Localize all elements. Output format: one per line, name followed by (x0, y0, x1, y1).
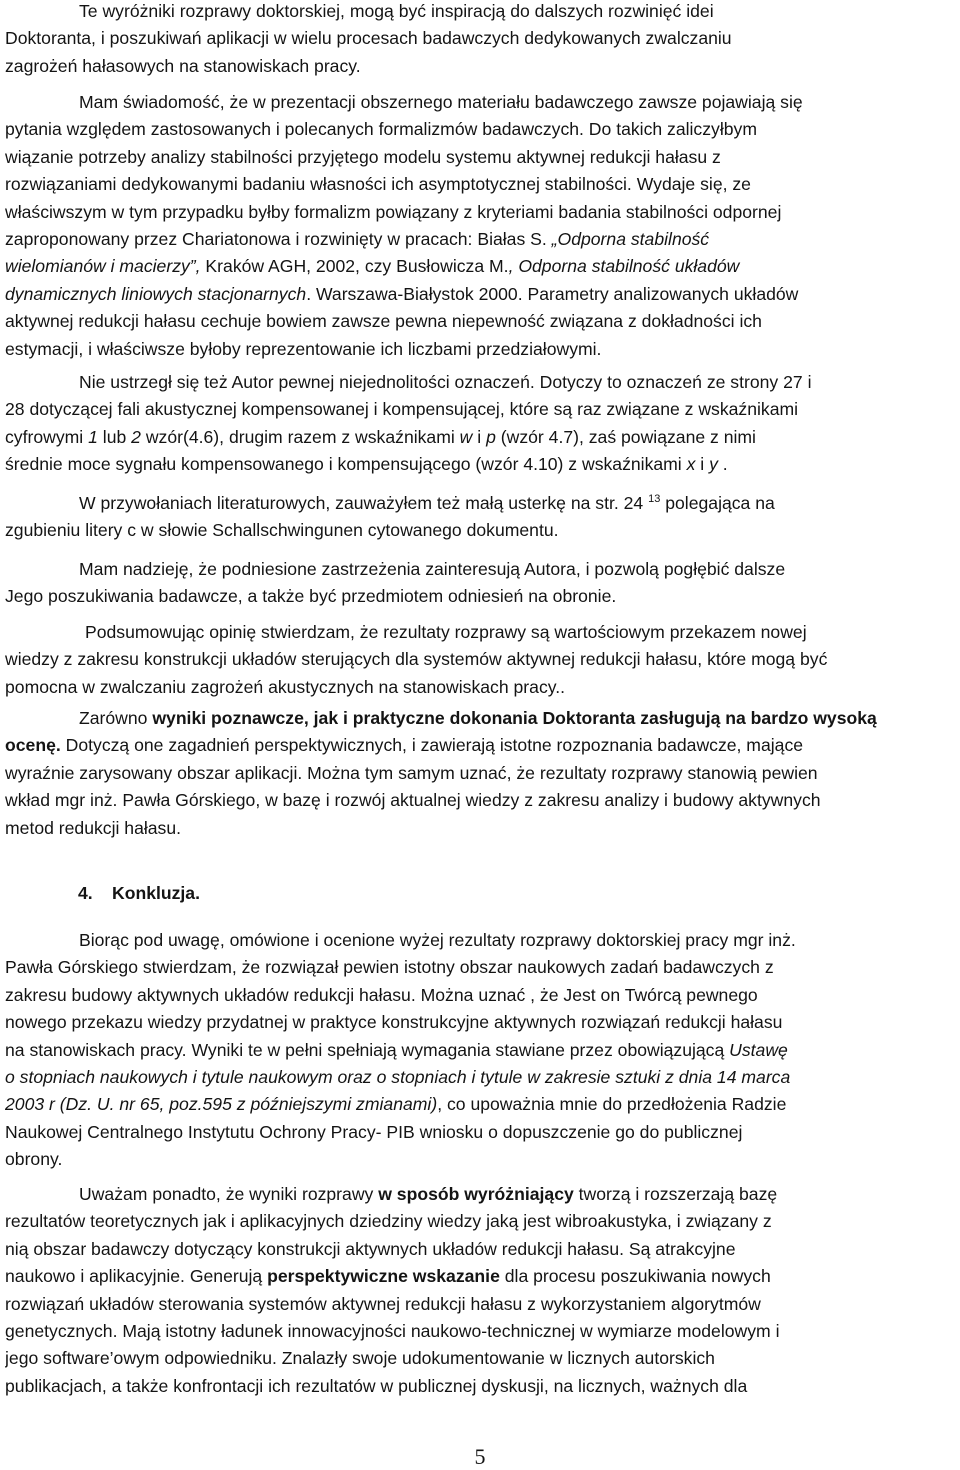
citation-title: wielomianów i macierzy”, (5, 256, 201, 277)
paragraph-evaluation (5, 705, 955, 842)
citation-title: o stopniach naukowych i tytule naukowym oraz o stopniach i tytule w zakresie sztuki z dnia 14 marca (5, 1067, 791, 1088)
text-line: nowego przekazu wiedzy przydatnej w praktyce konstrukcyjne aktywnych rozwiązań redukcji hałasu (5, 1012, 783, 1033)
paragraph-notation (5, 369, 955, 479)
text-span: (wzór 4.7), zaś powiązane z nimi (495, 426, 756, 447)
text-line: wiedzy z zakresu konstrukcji układów sterujących dla systemów aktywnej redukcji hałasu, które mogą być (5, 649, 828, 670)
text-span: na stanowiskach pracy. Wyniki te w pełni spełniają wymagania stawiane przez obowiązującą (5, 1039, 730, 1060)
text-span: lub (97, 426, 132, 447)
text-line: zagrożeń hałasowych na stanowiskach pracy. (5, 55, 361, 76)
text-line: nią obszar badawczy dotyczący konstrukcji aktywnych układów redukcji hałasu. Są atrakcyjne (5, 1238, 736, 1259)
paragraph-intro (5, 0, 955, 80)
text-line: Te wyróżniki rozprawy doktorskiej, mogą być inspiracją do dalszych rozwinięć idei (79, 1, 714, 21)
text-line: Mam świadomość, że w prezentacji obszernego materiału badawczego zawsze pojawiają się (79, 92, 803, 112)
math-symbol: 2 (131, 426, 141, 447)
text-line (5, 705, 955, 732)
citation-title: Ustawę (729, 1039, 788, 1060)
text-line: wyraźnie zarysowany obszar aplikacji. Można tym samym uznać, że rezultaty rozprawy stanowią pewien (5, 762, 818, 783)
text-line: zgubieniu litery c w słowie Schallschwingunen cytowanego dokumentu. (5, 520, 559, 541)
text-span: W przywołaniach literaturowych, zauważyłem też małą usterkę na str. 24 (79, 493, 649, 513)
text-span: , co upoważnia mnie do przedłożenia Radzie (437, 1094, 787, 1115)
text-line: rozwiązaniami dedykowanymi badaniu własności ich asymptotycznej stabilności. Wydaje się, ze (5, 174, 751, 195)
paragraph-references (5, 490, 955, 545)
citation-title: „Odporna stabilność (551, 229, 710, 250)
text-line: aktywnej redukcji hałasu cechuje bowiem zawsze pewna niepewność związana z dokładności ich (5, 311, 762, 332)
text-line: rozwiązań układów sterowania systemów aktywnej redukcji hałasu z wykorzystaniem algorytmów (5, 1293, 761, 1314)
text-span: i (695, 454, 710, 475)
citation-title: dynamicznych liniowych stacjonarnych (5, 283, 307, 304)
text-line (5, 281, 955, 308)
text-line: pomocna w zwalczaniu zagrożeń akustycznych na stanowiskach pracy.. (5, 676, 566, 697)
emphasis-text: perspektywiczne wskazanie (267, 1266, 500, 1287)
text-line: właściwszym w tym przypadku byłby formalizm powiązany z kryteriami badania stabilności odpornej (5, 201, 782, 222)
text-line: 28 dotyczącej fali akustycznej kompensowanej i kompensującej, które są raz związane z wskaźnikami (5, 399, 799, 420)
text-line: genetycznych. Mają istotny ładunek innowacyjności naukowo-technicznej w wymiarze modelowym i (5, 1321, 780, 1342)
text-span: naukowo i aplikacyjnie. Generują (5, 1266, 268, 1287)
emphasis-text: wyniki poznawcze, jak i praktyczne dokonania Doktoranta zasługują na bardzo wysoką (152, 708, 877, 728)
text-line (5, 424, 955, 451)
math-symbol: p (486, 426, 496, 447)
text-line: zakresu budowy aktywnych układów redukcji hałasu. Można uznać , że Jest on Twórcą pewnego (5, 984, 758, 1005)
text-line: Nie ustrzegł się też Autor pewnej niejednolitości oznaczeń. Dotyczy to oznaczeń ze strony 27 i (79, 372, 812, 392)
text-span: pytania względem zastosowanych i polecanych formalizmów badawczych. (5, 119, 584, 140)
section-heading (78, 880, 200, 907)
text-line: rezultatów teoretycznych jak i aplikacyjnych dziedziny wiedzy jaką jest wibroakustyka, i związany z (5, 1211, 772, 1232)
paragraph-distinction (5, 1181, 955, 1400)
text-line (5, 451, 955, 478)
text-span: i (472, 426, 487, 447)
text-line: Doktoranta, i poszukiwań aplikacji w wielu procesach badawczych dedykowanych zwalczaniu (5, 28, 732, 49)
text-line (5, 1091, 955, 1118)
text-line (5, 226, 955, 253)
text-line (5, 732, 955, 759)
emphasis-text: ocenę. (5, 735, 61, 756)
text-span: dla procesu poszukiwania nowych (499, 1266, 771, 1287)
math-symbol: 1 (88, 426, 98, 447)
text-line: Naukowej Centralnego Instytutu Ochrony Pracy- PIB wniosku o dopuszczenie go do publicznej (5, 1121, 743, 1142)
text-line: wkład mgr inż. Pawła Górskiego, w bazę i rozwój aktualnej wiedzy z zakresu analizy i budowy aktywnych (5, 790, 821, 811)
text-line (5, 1064, 955, 1091)
text-line (5, 1181, 955, 1208)
text-line: Jego poszukiwania badawcze, a także być przedmiotem odniesień na obronie. (5, 586, 617, 607)
text-span: wzór(4.6), drugim razem z wskaźnikami (140, 426, 460, 447)
paragraph-formalisms (5, 89, 955, 363)
text-span: zaproponowany przez Chariatonowa i rozwinięty w pracach: Białas S. (5, 229, 552, 250)
text-span: Do takich zaliczyłbym (583, 119, 757, 140)
text-span: średnie moce sygnału kompensowanego i kompensującego (wzór 4.10) z wskaźnikami (5, 454, 687, 475)
text-line (5, 253, 955, 280)
text-line: wiązanie potrzeby analizy stabilności przyjętego modelu systemu aktywnej redukcji hałasu z (5, 146, 721, 167)
math-symbol: y (709, 454, 718, 475)
text-span: tworzą i rozszerzają bazę (573, 1184, 778, 1204)
text-line: Mam nadzieję, że podniesione zastrzeżenia zainteresują Autora, i pozwolą pogłębić dalsze (79, 559, 786, 579)
paragraph-conclusion (5, 927, 955, 1174)
text-line (5, 490, 955, 517)
text-span: Uważam ponadto, że wyniki rozprawy (79, 1184, 379, 1204)
text-line (5, 1037, 955, 1064)
math-symbol: x (686, 454, 696, 475)
text-line: publikacjach, a także konfrontacji ich rezultatów w publicznej dyskusji, na licznych, ważnych dla (5, 1375, 748, 1396)
citation-title: , Odporna stabilność układów (508, 256, 740, 277)
text-line: Biorąc pod uwagę, omówione i ocenione wyżej rezultaty rozprawy doktorskiej pracy mgr inż. (79, 930, 796, 950)
paragraph-hope (5, 556, 955, 611)
text-span: Dotyczą one zagadnień perspektywicznych, i zawierają istotne rozpoznania badawcze, mające (60, 735, 804, 756)
citation-title: 2003 r (Dz. U. nr 65, poz.595 z późniejszymi zmianami) (5, 1094, 438, 1115)
math-symbol: w (459, 426, 473, 447)
text-span: . (717, 454, 728, 475)
paragraph-summary (5, 619, 955, 701)
text-line: jego software’owym odpowiedniku. Znalazły swoje udokumentowanie w licznych autorskich (5, 1348, 715, 1369)
text-line: obrony. (5, 1149, 63, 1170)
emphasis-text: w sposób wyróżniający (378, 1184, 574, 1204)
text-span: . Warszawa-Białystok 2000. Parametry analizowanych układów (306, 283, 799, 304)
text-line: Podsumowując opinię stwierdzam, że rezultaty rozprawy są wartościowym przekazem nowej (85, 622, 807, 642)
text-line: Pawła Górskiego stwierdzam, że rozwiązał pewien istotny obszar naukowych zadań badawczych z (5, 957, 774, 978)
section-number: 4. (78, 883, 93, 903)
text-line: metod redukcji hałasu. (5, 817, 182, 838)
text-span: polegająca na (660, 493, 775, 513)
text-span: cyfrowymi (5, 426, 89, 447)
text-span: Kraków AGH, 2002, czy Busłowicza M. (200, 256, 509, 277)
footnote-marker: 13 (648, 493, 661, 506)
text-line (5, 116, 955, 143)
text-line: estymacji, i właściwsze byłoby reprezentowanie ich liczbami przedziałowymi. (5, 338, 602, 359)
section-title: Konkluzja. (112, 883, 200, 903)
text-line (5, 1263, 955, 1290)
page-number: 5 (474, 1444, 486, 1469)
text-span: Zarówno (79, 708, 153, 728)
